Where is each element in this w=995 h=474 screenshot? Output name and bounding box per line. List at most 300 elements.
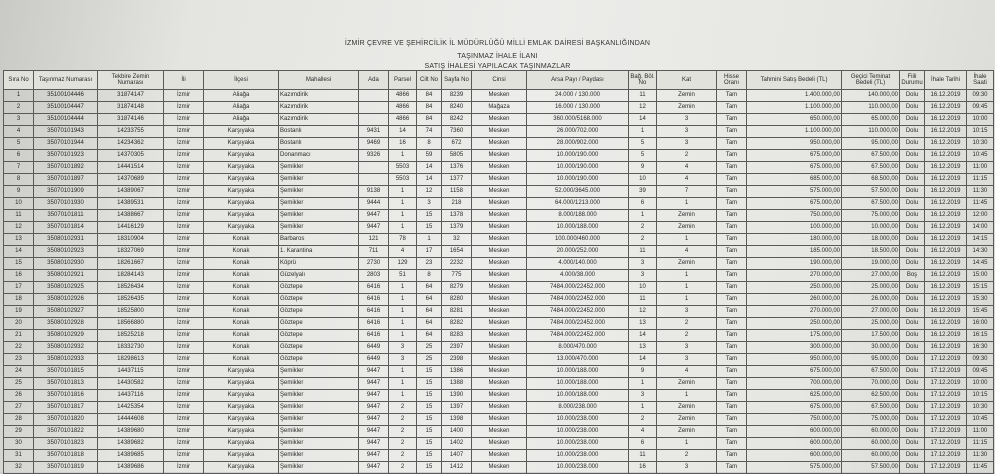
table-cell: 10:45 <box>967 414 994 426</box>
table-cell: Karşıyaka <box>204 414 279 426</box>
table-cell: Tam <box>717 258 747 270</box>
table-cell: 8.000/238.000 <box>527 402 629 414</box>
table-cell: 16.12.2019 <box>925 234 967 246</box>
table-cell: 4866 <box>389 90 417 102</box>
table-cell: Göztepe <box>279 282 359 294</box>
table-cell: 1378 <box>442 210 472 222</box>
table-cell: 35080102927 <box>34 306 98 318</box>
table-cell: 17 <box>4 282 34 294</box>
table-cell: Tam <box>717 234 747 246</box>
table-row <box>4 294 994 306</box>
table-cell: 8283 <box>442 330 472 342</box>
table-cell: 775 <box>442 270 472 282</box>
table-cell: 35070101817 <box>34 402 98 414</box>
table-cell: 16.12.2019 <box>925 318 967 330</box>
table-cell: 1 <box>389 390 417 402</box>
table-cell: Dolu <box>900 366 925 378</box>
table-cell: Konak <box>204 354 279 366</box>
table-cell: İzmir <box>164 438 204 450</box>
table-cell: 3 <box>629 258 657 270</box>
table-cell: 675.000,00 <box>747 150 842 162</box>
table-cell: 3 <box>657 138 717 150</box>
table-cell: 2 <box>389 402 417 414</box>
table-cell: 68.500,00 <box>842 174 900 186</box>
table-cell: 14 <box>629 330 657 342</box>
table-cell: 18298613 <box>98 354 164 366</box>
table-cell: 15 <box>417 414 442 426</box>
table-cell: 14389686 <box>98 462 164 474</box>
table-cell: 6416 <box>359 306 389 318</box>
table-cell: Mesken <box>472 366 527 378</box>
table-cell: 6 <box>629 198 657 210</box>
table-cell: 60.000,00 <box>842 450 900 462</box>
table-cell: 35080102931 <box>34 234 98 246</box>
table-cell: 2398 <box>442 354 472 366</box>
table-cell: 4 <box>657 366 717 378</box>
table-cell: 1 <box>657 438 717 450</box>
column-header: Ada <box>359 71 389 90</box>
table-cell: 78 <box>389 234 417 246</box>
table-cell: 300.000,00 <box>747 342 842 354</box>
table-cell: Dolu <box>900 414 925 426</box>
table-cell: 1402 <box>442 438 472 450</box>
table-cell: 675.000,00 <box>747 366 842 378</box>
table-cell: Karşıyaka <box>204 366 279 378</box>
table-cell: 9 <box>629 162 657 174</box>
table-cell: 16:30 <box>967 342 994 354</box>
table-cell: 575.000,00 <box>747 462 842 474</box>
table-cell: Göztepe <box>279 342 359 354</box>
table-cell: 4866 <box>389 114 417 126</box>
table-cell: 1412 <box>442 462 472 474</box>
table-cell: 15:00 <box>967 270 994 282</box>
table-cell: 1407 <box>442 450 472 462</box>
table-cell: Karşıyaka <box>204 462 279 474</box>
table-cell: Tam <box>717 402 747 414</box>
table-cell: 16.12.2019 <box>925 210 967 222</box>
table-cell: Mesken <box>472 246 527 258</box>
table-cell: 14388667 <box>98 210 164 222</box>
table-cell: Dolu <box>900 378 925 390</box>
table-cell: Mesken <box>472 414 527 426</box>
table-cell: 75.000,00 <box>842 414 900 426</box>
table-cell: 35070101818 <box>34 450 98 462</box>
table-cell: 23 <box>417 258 442 270</box>
table-cell: 14:30 <box>967 246 994 258</box>
table-row <box>4 258 994 270</box>
table-cell: 13 <box>629 318 657 330</box>
table-cell: Tam <box>717 114 747 126</box>
table-cell: 5503 <box>389 162 417 174</box>
table-cell: 09:45 <box>967 102 994 114</box>
table-cell: 24.000 / 130.000 <box>527 90 629 102</box>
table-cell: 11 <box>629 90 657 102</box>
table-cell: 16.12.2019 <box>925 342 967 354</box>
table-cell: Karşıyaka <box>204 174 279 186</box>
table-row <box>4 114 994 126</box>
table-cell: 1654 <box>442 246 472 258</box>
table-cell: 11:15 <box>967 174 994 186</box>
table-cell: 14437115 <box>98 366 164 378</box>
table-cell: İzmir <box>164 414 204 426</box>
table-cell: 1398 <box>442 414 472 426</box>
column-header: Hisse Oranı <box>717 71 747 90</box>
table-cell: 7484.000/22452.000 <box>527 282 629 294</box>
table-cell: 18332730 <box>98 342 164 354</box>
table-cell: 16.12.2019 <box>925 186 967 198</box>
table-cell: 84 <box>417 114 442 126</box>
table-cell: Dolu <box>900 222 925 234</box>
table-cell: 8 <box>417 138 442 150</box>
table-cell: 9447 <box>359 450 389 462</box>
table-cell: 67.500,00 <box>842 366 900 378</box>
table-cell: Şemikler <box>279 462 359 474</box>
table-cell: 1 <box>657 198 717 210</box>
table-cell: İzmir <box>164 246 204 258</box>
table-cell: 1 <box>629 126 657 138</box>
table-cell: 15 <box>417 390 442 402</box>
table-cell: İzmir <box>164 402 204 414</box>
table-cell: İzmir <box>164 306 204 318</box>
table-cell: 67.500,00 <box>842 402 900 414</box>
table-cell: 16 <box>389 138 417 150</box>
table-cell: Mesken <box>472 222 527 234</box>
table-cell: 57.500,00 <box>842 462 900 474</box>
table-cell: 10.000/188.000 <box>527 366 629 378</box>
table-cell: 750.000,00 <box>747 210 842 222</box>
table-cell: 18526435 <box>98 294 164 306</box>
table-cell: 14:15 <box>967 234 994 246</box>
table-cell: 74 <box>417 126 442 138</box>
table-cell: 2 <box>657 150 717 162</box>
table-cell <box>359 162 389 174</box>
table-cell: 35070101813 <box>34 378 98 390</box>
table-cell: 7 <box>4 162 34 174</box>
table-cell: 70.000,00 <box>842 378 900 390</box>
table-cell: 12 <box>417 186 442 198</box>
table-cell: 14234362 <box>98 138 164 150</box>
table-cell: 35070101811 <box>34 210 98 222</box>
table-cell: 10.000/238.000 <box>527 414 629 426</box>
table-cell: 12 <box>4 222 34 234</box>
table-cell: 12:00 <box>967 210 994 222</box>
table-cell: Dolu <box>900 354 925 366</box>
table-cell: Donanmacı <box>279 150 359 162</box>
table-cell <box>359 114 389 126</box>
table-cell: 35080102930 <box>34 258 98 270</box>
table-cell: Dolu <box>900 138 925 150</box>
table-cell: 10.000/238.000 <box>527 462 629 474</box>
table-cell: 11 <box>629 450 657 462</box>
table-cell: Dolu <box>900 102 925 114</box>
table-cell: Şemikler <box>279 210 359 222</box>
table-cell: 675.000,00 <box>747 402 842 414</box>
table-cell: 14389531 <box>98 198 164 210</box>
table-cell: 11:45 <box>967 462 994 474</box>
table-cell: 64 <box>417 294 442 306</box>
column-header: İhale Tarihi <box>925 71 967 90</box>
table-cell: 14 <box>629 114 657 126</box>
table-cell: 9444 <box>359 198 389 210</box>
table-cell: 16.12.2019 <box>925 138 967 150</box>
table-cell: 15 <box>417 462 442 474</box>
table-cell: Tam <box>717 150 747 162</box>
table-cell <box>359 174 389 186</box>
table-cell: 19 <box>4 306 34 318</box>
table-cell: 22 <box>4 342 34 354</box>
table-cell: Dolu <box>900 450 925 462</box>
table-cell: Karşıyaka <box>204 390 279 402</box>
table-cell: İzmir <box>164 318 204 330</box>
table-cell: 16.12.2019 <box>925 126 967 138</box>
table-cell: 27.000,00 <box>842 306 900 318</box>
table-cell: 1 <box>389 282 417 294</box>
table-cell: 7 <box>657 186 717 198</box>
table-cell: 26.000,00 <box>842 294 900 306</box>
table-row <box>4 186 994 198</box>
table-cell: 4 <box>389 246 417 258</box>
table-cell: 14 <box>417 162 442 174</box>
table-cell: 250.000,00 <box>747 318 842 330</box>
table-cell: 15 <box>417 210 442 222</box>
table-cell: 8282 <box>442 318 472 330</box>
table-cell: 3 <box>657 462 717 474</box>
table-cell: 121 <box>359 234 389 246</box>
table-cell: Mesken <box>472 318 527 330</box>
table-cell: 9447 <box>359 366 389 378</box>
table-cell: 35100104444 <box>34 114 98 126</box>
table-row <box>4 234 994 246</box>
table-cell: Konak <box>204 246 279 258</box>
table-cell: 26.000/702.000 <box>527 126 629 138</box>
table-cell: Konak <box>204 234 279 246</box>
table-cell: 14416129 <box>98 222 164 234</box>
table-row <box>4 126 994 138</box>
table-cell: 64.000/1213.000 <box>527 198 629 210</box>
table-cell: 17.12.2019 <box>925 390 967 402</box>
table-cell: 1 <box>629 210 657 222</box>
table-cell: 2232 <box>442 258 472 270</box>
table-cell: 9447 <box>359 222 389 234</box>
table-cell: 32 <box>442 234 472 246</box>
table-cell: 10:45 <box>967 150 994 162</box>
table-cell: İzmir <box>164 114 204 126</box>
table-cell: 7484.000/22452.000 <box>527 294 629 306</box>
column-header: Arsa Payı / Paydası <box>527 71 629 90</box>
table-cell: 20 <box>4 318 34 330</box>
table-cell: 11:15 <box>967 438 994 450</box>
table-cell: 16.12.2019 <box>925 102 967 114</box>
table-cell: 35080102929 <box>34 330 98 342</box>
table-cell: 1.100.000,00 <box>747 126 842 138</box>
table-cell: 1.100.000,00 <box>747 102 842 114</box>
table-cell: 60.000,00 <box>842 438 900 450</box>
table-cell: 9447 <box>359 210 389 222</box>
table-cell: 64 <box>417 306 442 318</box>
table-cell: Zemin <box>657 378 717 390</box>
table-row <box>4 138 994 150</box>
table-cell: 4 <box>657 162 717 174</box>
table-cell: 9138 <box>359 186 389 198</box>
table-cell: Dolu <box>900 342 925 354</box>
table-cell: 31874148 <box>98 102 164 114</box>
table-cell: 650.000,00 <box>747 114 842 126</box>
table-cell: 9 <box>629 366 657 378</box>
table-cell: 35070101823 <box>34 438 98 450</box>
table-body <box>4 90 994 474</box>
table-cell: 16:15 <box>967 330 994 342</box>
table-cell: Dolu <box>900 234 925 246</box>
table-cell: 9447 <box>359 402 389 414</box>
table-cell: Mesken <box>472 90 527 102</box>
table-cell: Mesken <box>472 342 527 354</box>
table-cell: Kazımdirik <box>279 102 359 114</box>
table-cell: 5805 <box>442 150 472 162</box>
table-cell: 9326 <box>359 150 389 162</box>
table-cell: 14425354 <box>98 402 164 414</box>
table-row <box>4 162 994 174</box>
table-cell: 4866 <box>389 102 417 114</box>
table-cell: Mağaza <box>472 102 527 114</box>
table-cell: Tam <box>717 174 747 186</box>
table-cell: 18284143 <box>98 270 164 282</box>
table-cell: 18.000,00 <box>842 234 900 246</box>
table-cell: 9447 <box>359 378 389 390</box>
table-cell: 218 <box>442 198 472 210</box>
table-cell: İzmir <box>164 378 204 390</box>
table-cell: 2 <box>657 450 717 462</box>
table-cell: 7484.000/22452.000 <box>527 318 629 330</box>
table-cell: Göztepe <box>279 330 359 342</box>
document-title: İZMİR ÇEVRE VE ŞEHİRCİLİK İL MÜDÜRLÜĞÜ MİLLİ EMLAK DAİRESİ BAŞKANLIĞINDAN <box>344 40 651 47</box>
table-cell: 67.500,00 <box>842 150 900 162</box>
table-cell: 35080102923 <box>34 246 98 258</box>
table-cell: Konak <box>204 270 279 282</box>
table-cell: 09:45 <box>967 366 994 378</box>
table-cell: 24 <box>4 366 34 378</box>
table-cell: 9447 <box>359 414 389 426</box>
table-cell: 14233755 <box>98 126 164 138</box>
table-cell: Zemin <box>657 402 717 414</box>
table-cell: Karşıyaka <box>204 126 279 138</box>
table-cell: 67.500,00 <box>842 198 900 210</box>
table-cell: 250.000,00 <box>747 282 842 294</box>
table-cell: 1390 <box>442 390 472 402</box>
table-cell: 2 <box>389 414 417 426</box>
table-cell: Dolu <box>900 150 925 162</box>
table-cell: 2 <box>389 462 417 474</box>
table-cell: Şemikler <box>279 378 359 390</box>
table-cell: 35070101822 <box>34 426 98 438</box>
column-header: Sayfa No <box>442 71 472 90</box>
table-cell <box>359 102 389 114</box>
table-row <box>4 150 994 162</box>
table-cell: 10.000/238.000 <box>527 450 629 462</box>
table-cell: 17.12.2019 <box>925 414 967 426</box>
table-cell: 10 <box>629 282 657 294</box>
table-cell: Bostanlı <box>279 138 359 150</box>
table-cell: Mesken <box>472 426 527 438</box>
table-cell: 600.000,00 <box>747 450 842 462</box>
table-row <box>4 306 994 318</box>
table-cell: Mesken <box>472 294 527 306</box>
table-cell: 26 <box>4 390 34 402</box>
table-cell: İzmir <box>164 366 204 378</box>
table-cell: Mesken <box>472 258 527 270</box>
table-cell: 1 <box>389 306 417 318</box>
table-cell: İzmir <box>164 462 204 474</box>
table-cell: 75.000,00 <box>842 210 900 222</box>
table-cell: 15 <box>417 450 442 462</box>
table-cell: 8242 <box>442 114 472 126</box>
table-cell: 84 <box>417 102 442 114</box>
column-header: Tekbire Zemin Numarası <box>98 71 164 90</box>
table-cell: Karşıyaka <box>204 438 279 450</box>
table-cell: Şemikler <box>279 162 359 174</box>
table-cell: Mesken <box>472 402 527 414</box>
table-cell: Konak <box>204 330 279 342</box>
table-cell: 11:30 <box>967 450 994 462</box>
document-subtitle: TAŞINMAZ İHALE İLANI <box>457 53 538 60</box>
column-header: Bağ. Böl. No <box>629 71 657 90</box>
table-cell: 190.000,00 <box>747 258 842 270</box>
table-cell: Şemikler <box>279 438 359 450</box>
table-cell: 18327069 <box>98 246 164 258</box>
table-cell: 12 <box>629 102 657 114</box>
table-row <box>4 270 994 282</box>
table-cell: 10.000/188.000 <box>527 390 629 402</box>
table-cell: Tam <box>717 90 747 102</box>
table-cell: 17 <box>417 246 442 258</box>
table-cell: Mesken <box>472 186 527 198</box>
table-cell: Aliağa <box>204 102 279 114</box>
table-cell: 95.000,00 <box>842 138 900 150</box>
table-cell: İzmir <box>164 342 204 354</box>
table-cell: Zemin <box>657 258 717 270</box>
table-cell: Mesken <box>472 462 527 474</box>
table-cell: 1400 <box>442 426 472 438</box>
table-cell: 672 <box>442 138 472 150</box>
table-cell: 10:30 <box>967 138 994 150</box>
table-cell: 8280 <box>442 294 472 306</box>
table-cell: 8.000/188.000 <box>527 210 629 222</box>
table-cell: 3 <box>657 126 717 138</box>
table-cell: 1 <box>657 234 717 246</box>
table-cell: Tam <box>717 414 747 426</box>
table-cell: 9431 <box>359 126 389 138</box>
table-cell: 17.12.2019 <box>925 426 967 438</box>
table-cell: 1 <box>4 90 34 102</box>
table-cell: 750.000,00 <box>747 414 842 426</box>
table-cell: Karşıyaka <box>204 402 279 414</box>
table-cell: 5 <box>629 138 657 150</box>
table-cell: 16.12.2019 <box>925 270 967 282</box>
table-cell: Mesken <box>472 126 527 138</box>
table-cell: 10 <box>629 174 657 186</box>
table-cell: 17.12.2019 <box>925 402 967 414</box>
table-cell: 17.12.2019 <box>925 378 967 390</box>
table-cell: 25 <box>417 342 442 354</box>
table-row <box>4 246 994 258</box>
table-cell: 1 <box>417 234 442 246</box>
table-cell: 35080102926 <box>34 294 98 306</box>
column-header: İlçesi <box>204 71 279 90</box>
table-cell: 15 <box>417 378 442 390</box>
table-cell: İzmir <box>164 234 204 246</box>
table-cell: 9447 <box>359 426 389 438</box>
table-cell: İzmir <box>164 426 204 438</box>
table-cell: 17.500,00 <box>842 330 900 342</box>
